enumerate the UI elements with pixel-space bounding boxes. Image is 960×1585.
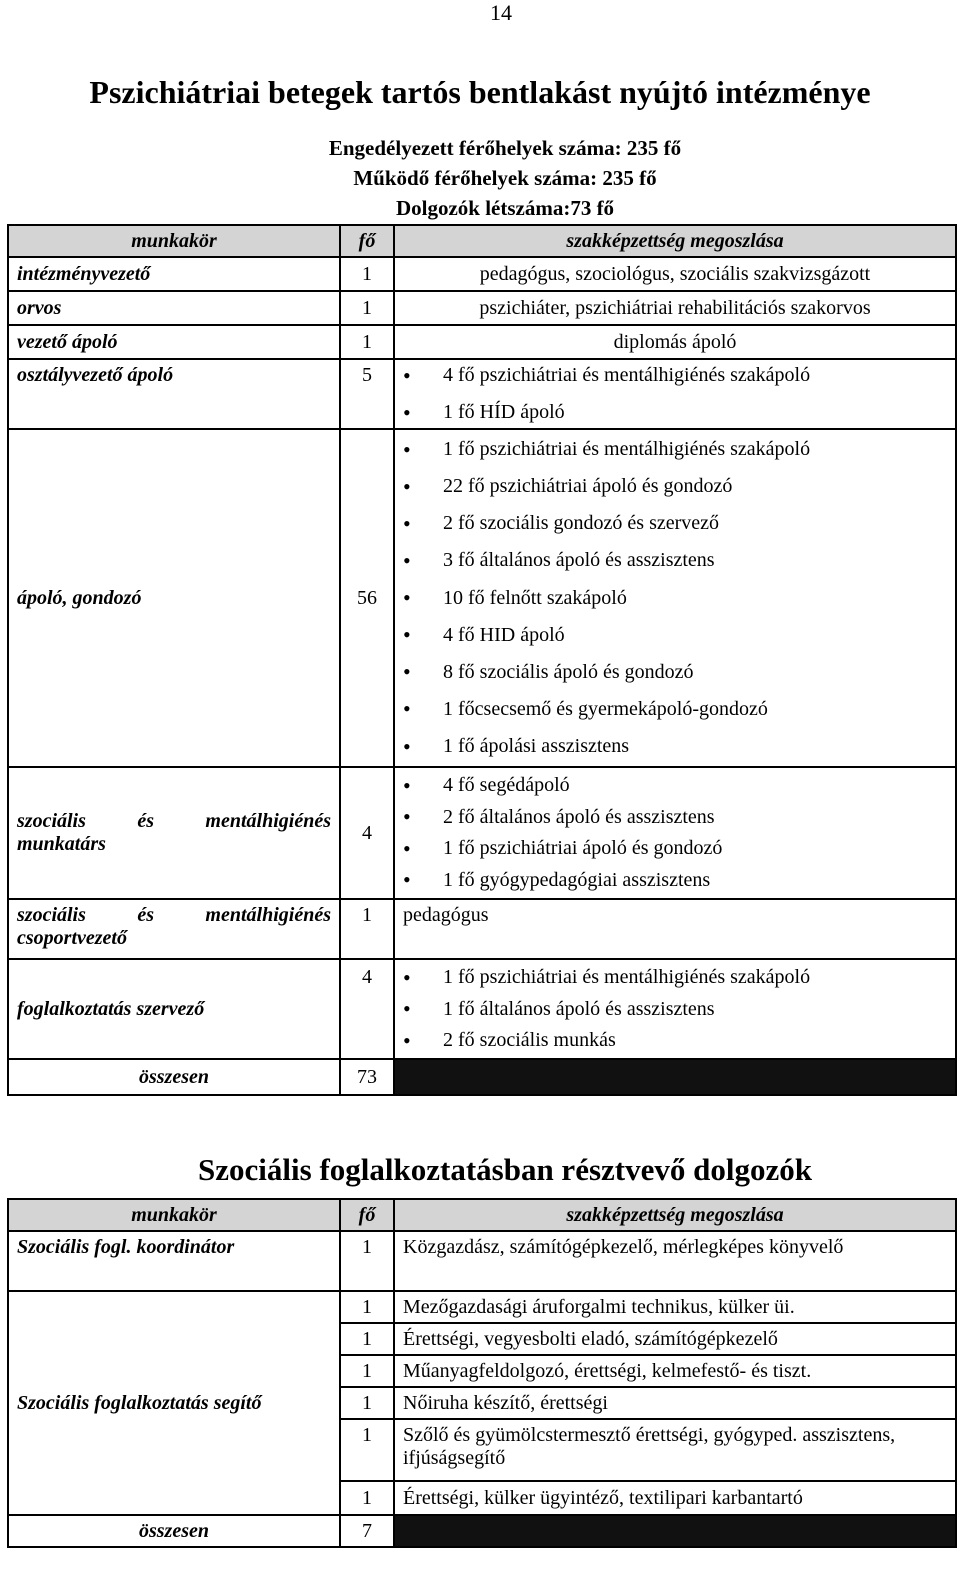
role-cell: ápoló, gondozó	[8, 429, 340, 767]
blank-filled-cell	[394, 1515, 956, 1547]
table-row	[8, 429, 956, 767]
bullet-icon: •	[403, 659, 411, 685]
list-item: • 1 fő pszichiátriai és mentálhigiénés szakápoló	[403, 436, 811, 462]
list-item: • 2 fő általános ápoló és asszisztens	[403, 804, 715, 830]
bullet-icon: •	[403, 436, 411, 462]
bullet-icon: •	[403, 964, 411, 990]
section-title: Szociális foglalkoztatásban résztvevő dolgozók	[198, 1152, 812, 1187]
total-row	[8, 1515, 956, 1547]
stats-approved-places: Engedélyezett férőhelyek száma: 235 fő	[328, 136, 682, 160]
count-cell: 4	[340, 767, 394, 899]
bullet-icon: •	[403, 696, 411, 722]
role-cell: foglalkoztatás szervező	[8, 959, 340, 1059]
count-cell: 1	[340, 1419, 394, 1481]
list-item: • 10 fő felnőtt szakápoló	[403, 585, 627, 610]
blank-filled-cell	[394, 1059, 956, 1095]
total-label: összesen	[8, 1059, 340, 1095]
count-cell: 1	[340, 1291, 394, 1323]
qualification-cell: Érettségi, külker ügyintéző, textilipari karbantartó	[394, 1481, 956, 1515]
list-item: • 1 fő pszichiátriai ápoló és gondozó	[403, 835, 723, 861]
role-cell: szociális és mentálhigiénés csoportvezető	[8, 899, 340, 959]
stats-operating-places: Működő férőhelyek száma: 235 fő	[353, 166, 657, 190]
count-cell: 1	[340, 899, 394, 959]
count-cell: 1	[340, 1355, 394, 1387]
count-cell: 56	[340, 429, 394, 767]
list-item: • 2 fő szociális munkás	[403, 1027, 616, 1053]
table-row	[8, 291, 956, 325]
role-cell: intézményvezető	[8, 257, 340, 291]
list-item: • 4 fő HID ápoló	[403, 622, 565, 648]
header-qualification: szakképzettség megoszlása	[394, 1199, 956, 1231]
table-row	[8, 325, 956, 359]
bullet-icon: •	[403, 585, 411, 610]
table-row	[8, 1291, 956, 1323]
count-cell: 4	[340, 959, 394, 1059]
bullet-icon: •	[403, 622, 411, 648]
table-row	[8, 899, 956, 959]
list-item: • 22 fő pszichiátriai ápoló és gondozó	[403, 473, 733, 499]
header-count: fő	[340, 1199, 394, 1231]
social-employment-table	[7, 1198, 957, 1548]
table-row	[8, 1231, 956, 1291]
stats-staff-count: Dolgozók létszáma:73 fő	[395, 196, 615, 220]
list-item: • 8 fő szociális ápoló és gondozó	[403, 659, 694, 685]
header-qualification: szakképzettség megoszlása	[394, 225, 956, 257]
role-cell: Szociális fogl. koordinátor	[8, 1231, 340, 1291]
list-item: • 4 fő segédápoló	[403, 772, 570, 798]
table-row	[8, 359, 956, 429]
bullet-icon: •	[403, 1027, 411, 1053]
role-cell: Szociális foglalkoztatás segítő	[8, 1291, 340, 1515]
table-row	[8, 959, 956, 1059]
qualification-cell: Műanyagfeldolgozó, érettségi, kelmefestő- és tiszt.	[394, 1355, 956, 1387]
bullet-icon: •	[403, 733, 411, 759]
staff-table	[7, 224, 957, 1096]
qualification-cell: pedagógus	[394, 899, 956, 959]
count-cell: 1	[340, 1481, 394, 1515]
qualification-cell: Szőlő és gyümölcstermesztő érettségi, gyógyped. asszisztens, ifjúságsegítő	[394, 1419, 956, 1481]
table-row	[8, 767, 956, 899]
count-cell: 1	[340, 291, 394, 325]
header-role: munkakör	[8, 1199, 340, 1231]
role-cell: orvos	[8, 291, 340, 325]
bullet-icon: •	[403, 399, 411, 425]
qualification-cell: pedagógus, szociológus, szociális szakvizsgázott	[394, 257, 956, 291]
count-cell: 1	[340, 257, 394, 291]
table-header-row	[8, 225, 956, 257]
total-label: összesen	[8, 1515, 340, 1547]
list-item: • 1 fő általános ápoló és asszisztens	[403, 996, 715, 1021]
bullet-icon: •	[403, 772, 411, 798]
qualification-cell: pszichiáter, pszichiátriai rehabilitációs szakorvos	[394, 291, 956, 325]
page-title: Pszichiátriai betegek tartós bentlakást nyújtó intézménye	[89, 74, 871, 110]
list-item: • 4 fő pszichiátriai és mentálhigiénés szakápoló	[403, 362, 811, 388]
list-item: • 1 fő HÍD ápoló	[403, 399, 565, 425]
qualification-cell: Mezőgazdasági áruforgalmi technikus, külker üi.	[394, 1291, 956, 1323]
header-role: munkakör	[8, 225, 340, 257]
list-item: • 1 fő ápolási asszisztens	[403, 733, 630, 759]
total-row	[8, 1059, 956, 1095]
count-cell: 1	[340, 1323, 394, 1355]
qualification-cell	[394, 359, 956, 429]
role-cell: osztályvezető ápoló	[8, 359, 340, 429]
qualification-cell: Érettségi, vegyesbolti eladó, számítógépkezelő	[394, 1323, 956, 1355]
total-count: 73	[340, 1059, 394, 1095]
bullet-icon: •	[403, 510, 411, 536]
qualification-cell	[394, 767, 956, 899]
bullet-icon: •	[403, 996, 411, 1021]
count-cell: 1	[340, 1231, 394, 1291]
table-row	[8, 257, 956, 291]
count-cell: 1	[340, 1387, 394, 1419]
bullet-icon: •	[403, 473, 411, 499]
list-item: • 3 fő általános ápoló és asszisztens	[403, 547, 715, 573]
qualification-cell: Közgazdász, számítógépkezelő, mérlegképes könyvelő	[394, 1231, 956, 1291]
qualification-cell	[394, 959, 956, 1059]
list-item: • 1 fő gyógypedagógiai asszisztens	[403, 867, 711, 893]
bullet-icon: •	[403, 835, 411, 861]
qualification-cell: Nőiruha készítő, érettségi	[394, 1387, 956, 1419]
count-cell: 1	[340, 325, 394, 359]
role-cell: szociális és mentálhigiénés munkatárs	[8, 767, 340, 899]
page-number: 14	[490, 0, 512, 25]
count-cell: 5	[340, 359, 394, 429]
list-item: • 2 fő szociális gondozó és szervező	[403, 510, 720, 536]
qualification-cell	[394, 429, 956, 767]
table-header-row	[8, 1199, 956, 1231]
bullet-icon: •	[403, 547, 411, 573]
qualification-cell: diplomás ápoló	[394, 325, 956, 359]
bullet-icon: •	[403, 362, 411, 388]
list-item: • 1 fő pszichiátriai és mentálhigiénés szakápoló	[403, 964, 811, 990]
total-count: 7	[340, 1515, 394, 1547]
role-cell: vezető ápoló	[8, 325, 340, 359]
header-count: fő	[340, 225, 394, 257]
list-item: • 1 főcsecsemő és gyermekápoló-gondozó	[403, 696, 768, 722]
bullet-icon: •	[403, 867, 411, 893]
bullet-icon: •	[403, 804, 411, 830]
